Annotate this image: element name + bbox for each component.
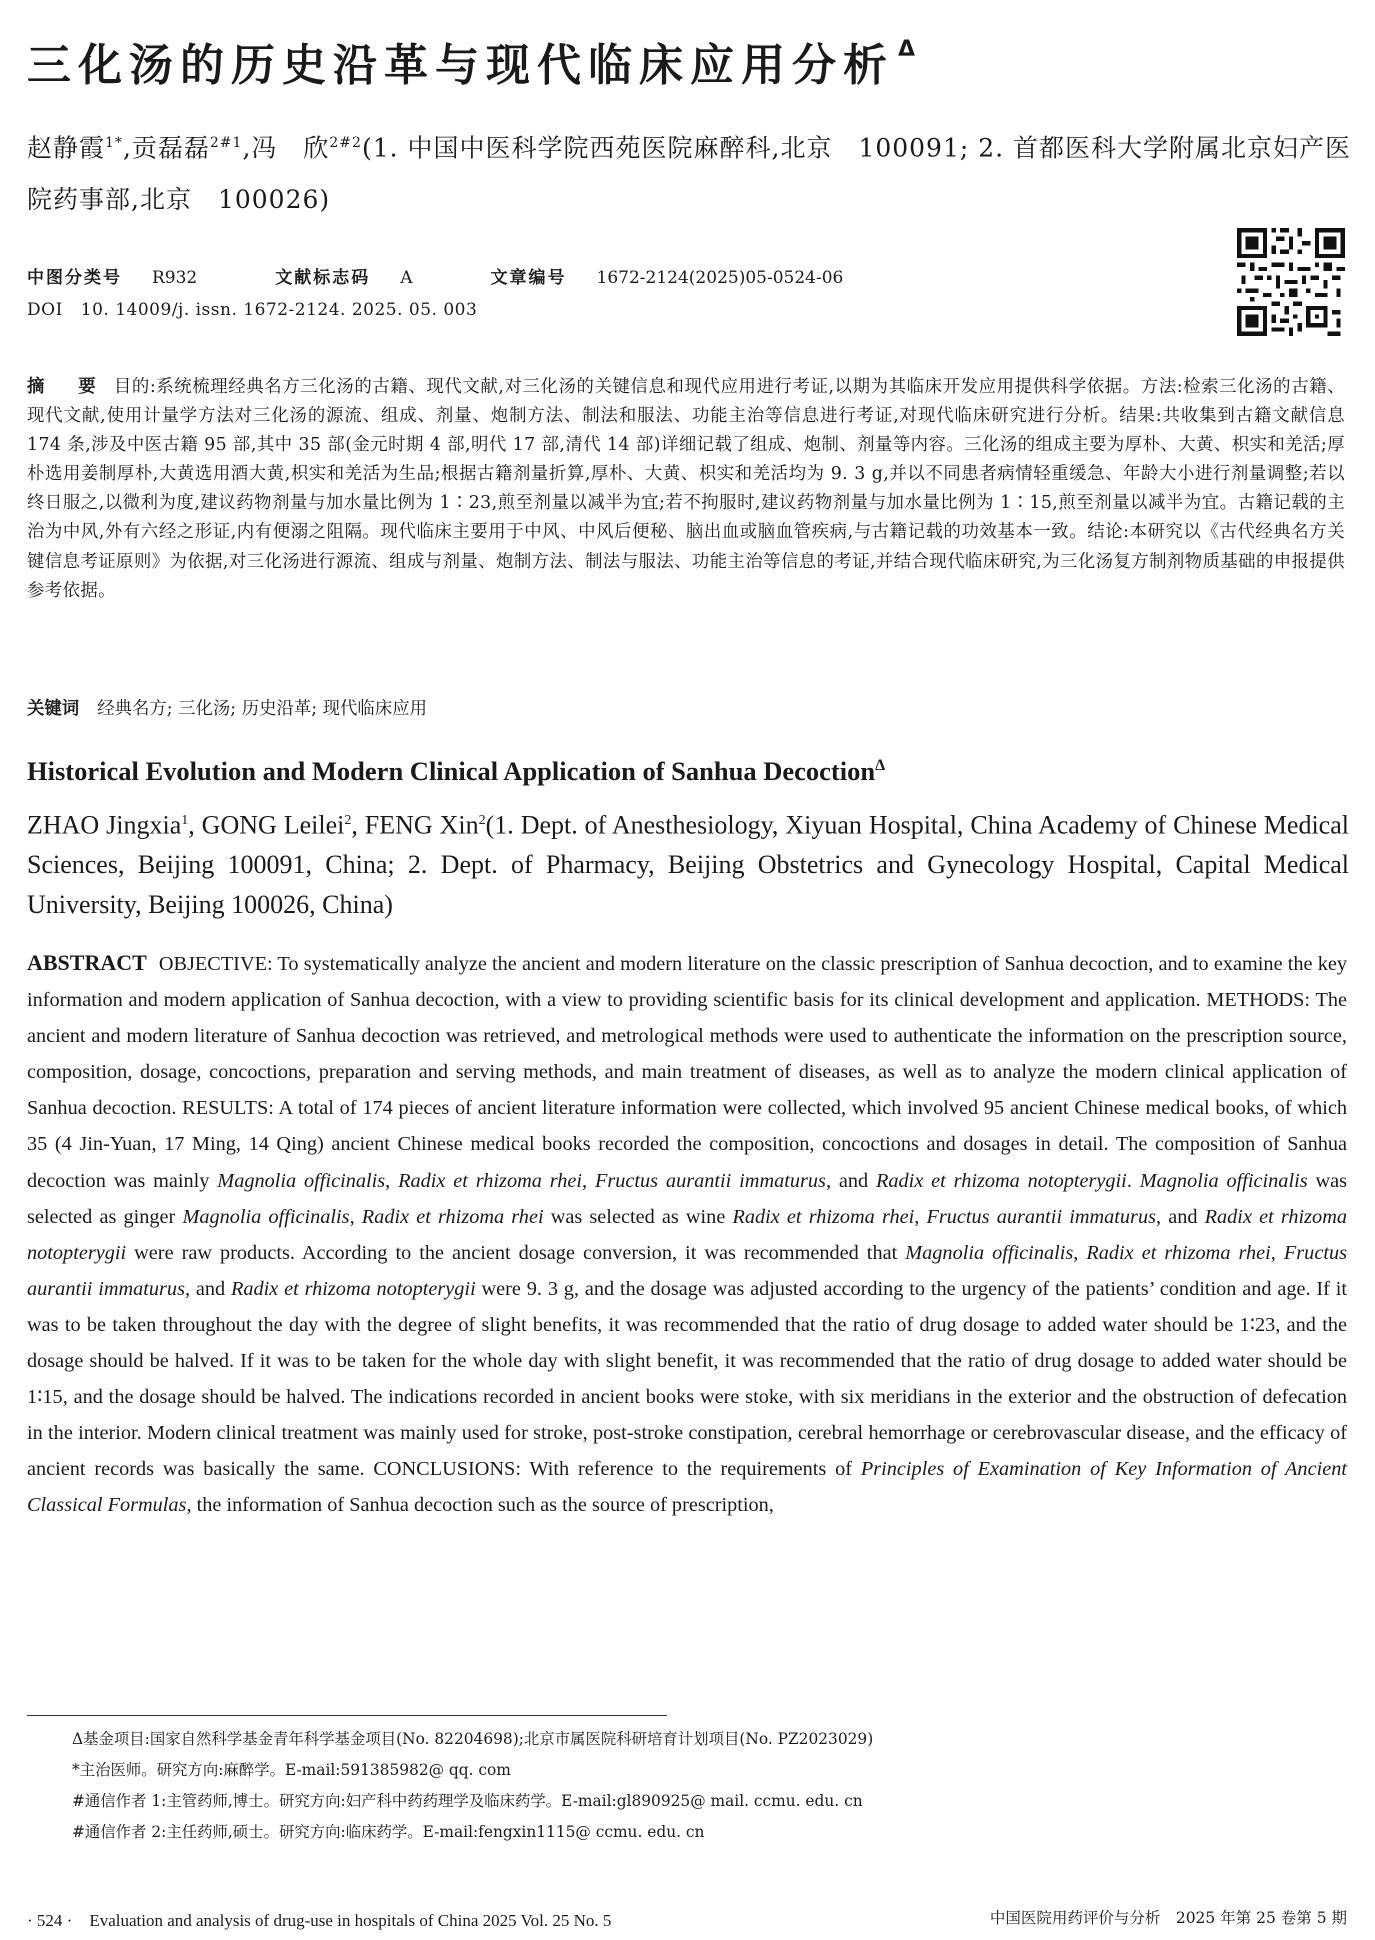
keywords-cn — [27, 694, 427, 719]
footnote-divider — [27, 1715, 667, 1716]
footnotes — [72, 1724, 1332, 1848]
footnote-corresponding-1: #通信作者 1:主管药师,博士。研究方向:妇产科中药药理学及临床药学。E-mail:gl890925@ mail. ccmu. edu. cn — [72, 1792, 863, 1810]
footnote-funding: Δ基金项目:国家自然科学基金青年科学基金项目(No. 82204698);北京市属医院科研培育计划项目(No. PZ2023029) — [72, 1730, 874, 1748]
running-footer-left: · 524 · Evaluation and analysis of drug-use in hospitals of China 2025 Vol. 25 No. 5 — [27, 1911, 612, 1930]
english-title — [27, 756, 885, 787]
running-footer-right: 中国医院用药评价与分析 2025 年第 25 卷第 5 期 — [989, 1909, 1347, 1927]
doi-row — [27, 300, 477, 320]
clc-value: R932 — [152, 268, 198, 288]
abstract-en-text: OBJECTIVE: To systematically analyze the ancient and modern literature on the classic prescription of Sanhua decoction, and to examine the key information and modern application of Sanhua decoction, with a view to providing scientific basis for its clinical development and application. METHODS: The ancient and modern literature of Sanhua decoction was retrieved, and metrological methods were used to authenticate the information on the prescription source, composition, dosage, concoctions, preparation and serving methods, and main treatment of diseases, as well as to analyze the modern clinical application of Sanhua decoction. RESULTS: A total of 174 pieces of ancient literature information were collected, which involved 95 ancient Chinese medical books, of which 35 (4 Jin-Yuan, 17 Ming, 14 Qing) ancient Chinese medical books recorded the composition, concoctions and dosages in detail. The composition of Sanhua decoction was mainly Magnolia officinalis, Radix et rhizoma rhei, Fructus aurantii immaturus, and Radix et rhizoma notopterygii. Magnolia officinalis was selected as ginger Magnolia officinalis, Radix et rhizoma rhei was selected as wine Radix et rhizoma rhei, Fructus aurantii immaturus, and Radix et rhizoma notopterygii were raw products. According to the ancient dosage conversion, it was recommended that Magnolia officinalis, Radix et rhizoma rhei, Fructus aurantii immaturus, and Radix et rhizoma notopterygii were 9. 3 g, and the dosage was adjusted according to the urgency of the patients’ condition and age. If it was to be taken throughout the day with the degree of slight benefits, it was recommended that the ratio of drug dosage to added water should be 1∶23, and the dosage should be halved. If it was to be taken for the whole day with slight benefit, it was recommended that the ratio of drug dosage to added water should be 1∶15, and the dosage should be halved. The indications recorded in ancient books were stoke, with six meridians in the exterior and the obstruction of defecation in the interior. Modern clinical treatment was mainly used for stroke, post-stroke constipation, cerebral hemorrhage or cerebrovascular disease, and the efficacy of ancient records was basically the same. CONCLUSIONS: With reference to the requirements of Principles of Examination of Key Information of Ancient Classical Formulas, the information of Sanhua decoction such as the source of prescription, — [27, 953, 1348, 1517]
abstract-cn-label: 摘 要 — [27, 377, 104, 397]
article-no-value: 1672-2124(2025)05-0524-06 — [596, 268, 844, 288]
abstract-en — [27, 945, 1347, 1524]
footnote-first-author: *主治医师。研究方向:麻醉学。E-mail:591385982@ qq. com — [72, 1761, 511, 1779]
authors-cn: 赵静霞$^{1*}$,贡磊磊$^{2\#1}$,冯 欣$^{2\#2}$(1. 中国中医科学院西苑医院麻醉科,北京 100091; 2. 首都医科大学附属北京妇产医院药事部,北京 100026) — [27, 133, 1352, 215]
doi-label: DOI — [27, 300, 63, 320]
title-text: 三化汤的历史沿革与现代临床应用分析 — [27, 40, 894, 91]
article-title — [27, 20, 1347, 96]
abstract-en-label: ABSTRACT — [27, 950, 147, 975]
abstract-cn — [27, 373, 1345, 606]
english-title-fund-mark: Δ — [875, 757, 886, 775]
authors-en: ZHAO Jingxia$^1$, GONG Leilei$^2$, FENG Xin$^2$(1. Dept. of Anesthesiology, Xiyuan Hospital, China Academy of Chinese Medical Sciences, Beijing 100091, China; 2. Dept. of Pharmacy, Beijing Obstetrics and Gynecology Hospital, Capital Medical University, Beijing 100026, China) — [27, 810, 1349, 919]
abstract-cn-text: 目的:系统梳理经典名方三化汤的古籍、现代文献,对三化汤的关键信息和现代应用进行考证,以期为其临床开发应用提供科学依据。方法:检索三化汤的古籍、现代文献,使用计量学方法对三化汤的源流、组成、剂量、炮制方法、制法和服法、功能主治等信息进行考证,对现代临床研究进行分析。结果:共收集到古籍文献信息 174 条,涉及中医古籍 95 部,其中 35 部(金元时期 4 部,明代 17 部,清代 14 部)详细记载了组成、炮制、剂量等内容。三化汤的组成主要为厚朴、大黄、枳实和羌活;厚朴选用姜制厚朴,大黄选用酒大黄,枳实和羌活为生品;根据古籍剂量折算,厚朴、大黄、枳实和羌活均为 9. 3 g,并以不同患者病情轻重缓急、年龄大小进行剂量调整;若以终日服之,以微利为度,建议药物剂量与加水量比例为 1∶23,煎至剂量以减半为宜;若不拘服时,建议药物剂量与加水量比例为 1∶15,煎至剂量以减半为宜。古籍记载的主治为中风,外有六经之形证,内有便溺之阻隔。现代临床主要用于中风、中风后便秘、脑出血或脑血管疾病,与古籍记载的功效基本一致。结论:本研究以《古代经典名方关键信息考证原则》为依据,对三化汤进行源流、组成与剂量、炮制方法、制法与服法、功能主治等信息的考证,并结合现代临床研究,为三化汤复方制剂物质基础的申报提供参考依据。 — [27, 377, 1345, 601]
doc-code-label: 文献标志码 — [275, 268, 371, 288]
keywords-cn-label: 关键词 — [27, 699, 80, 719]
doc-code-value: A — [400, 268, 413, 288]
qr-code-icon[interactable] — [1237, 228, 1345, 336]
footnote-corresponding-2: #通信作者 2:主任药师,硕士。研究方向:临床药学。E-mail:fengxin1115@ ccmu. edu. cn — [72, 1823, 705, 1841]
article-no-label: 文章编号 — [490, 268, 567, 288]
keywords-cn-text: 经典名方; 三化汤; 历史沿革; 现代临床应用 — [97, 699, 427, 719]
doi-value: 10. 14009/j. issn. 1672-2124. 2025. 05. 003 — [80, 300, 478, 320]
clc-label: 中图分类号 — [27, 268, 122, 288]
english-title-text: Historical Evolution and Modern Clinical Application of Sanhua Decoction — [27, 756, 876, 786]
title-fund-mark: Δ — [898, 37, 916, 62]
classification-row — [27, 263, 843, 288]
